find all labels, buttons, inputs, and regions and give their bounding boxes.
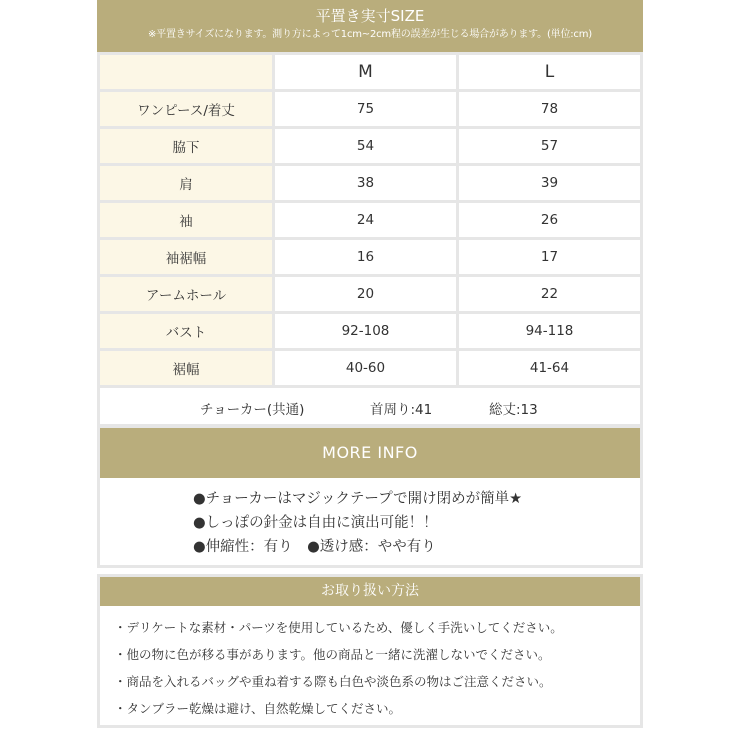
cell-l: 78 bbox=[459, 92, 640, 126]
row-label: ワンピース/着丈 bbox=[100, 92, 272, 126]
choker-neck: 首周り:41 bbox=[370, 402, 433, 418]
info-line: ●しっぽの針金は自由に演出可能！！ bbox=[193, 515, 438, 531]
cell-l: 41-64 bbox=[459, 351, 640, 385]
cell-l: 26 bbox=[459, 203, 640, 237]
info-line: ●チョーカーはマジックテープで開け閉めが簡単★ bbox=[193, 491, 523, 507]
table-row bbox=[100, 314, 640, 348]
table-row bbox=[100, 240, 640, 274]
row-label: 肩 bbox=[100, 166, 272, 200]
size-header bbox=[97, 0, 643, 52]
cell-l: 94-118 bbox=[459, 314, 640, 348]
choker-length: 総丈:13 bbox=[489, 402, 538, 418]
table-row bbox=[100, 166, 640, 200]
info-line: ●伸縮性：有り ●透け感：やや有り bbox=[193, 539, 436, 555]
cell-m: 92-108 bbox=[275, 314, 456, 348]
size-section bbox=[97, 0, 643, 427]
choker-row bbox=[97, 388, 643, 427]
table-row bbox=[100, 351, 640, 385]
cell-m: 20 bbox=[275, 277, 456, 311]
cell-m: 38 bbox=[275, 166, 456, 200]
row-label: バスト bbox=[100, 314, 272, 348]
care-line: ・デリケートな素材・パーツを使用しているため、優しく手洗いしてください。 bbox=[114, 620, 563, 635]
cell-m: 40-60 bbox=[275, 351, 456, 385]
cell-m: 54 bbox=[275, 129, 456, 163]
column-header-l: L bbox=[459, 55, 640, 89]
care-line: ・他の物に色が移る事があります。他の商品と一緒に洗濯しないでください。 bbox=[114, 647, 551, 662]
cell-m: 75 bbox=[275, 92, 456, 126]
column-header-m: M bbox=[275, 55, 456, 89]
table-row bbox=[100, 92, 640, 126]
cell-l: 39 bbox=[459, 166, 640, 200]
care-title: お取り扱い方法 bbox=[100, 577, 640, 606]
cell-l: 17 bbox=[459, 240, 640, 274]
table-row bbox=[100, 203, 640, 237]
row-label: 裾幅 bbox=[100, 351, 272, 385]
header-corner-cell bbox=[100, 55, 272, 89]
choker-label: チョーカー(共通) bbox=[200, 402, 305, 418]
row-label: 袖 bbox=[100, 203, 272, 237]
care-line: ・商品を入れるバッグや重ね着する際も白色や淡色系の物はご注意ください。 bbox=[114, 674, 552, 689]
cell-l: 57 bbox=[459, 129, 640, 163]
row-label: 袖裾幅 bbox=[100, 240, 272, 274]
more-info-body bbox=[100, 478, 640, 559]
size-note: ※平置きサイズになります。測り方によって1cm~2cm程の誤差が生じる場合があります。(単位:cm) bbox=[148, 29, 592, 40]
row-label: 脇下 bbox=[100, 129, 272, 163]
care-line: ・タンブラー乾燥は避け、自然乾燥してください。 bbox=[114, 701, 402, 716]
care-section bbox=[97, 574, 643, 728]
row-label: アームホール bbox=[100, 277, 272, 311]
size-table bbox=[97, 52, 643, 388]
table-row bbox=[100, 129, 640, 163]
cell-l: 22 bbox=[459, 277, 640, 311]
care-body bbox=[100, 606, 640, 722]
more-info-section bbox=[97, 425, 643, 568]
cell-m: 24 bbox=[275, 203, 456, 237]
table-row bbox=[100, 277, 640, 311]
size-title: 平置き実寸SIZE bbox=[315, 7, 425, 25]
table-header-row bbox=[100, 55, 640, 89]
more-info-title: MORE INFO bbox=[100, 428, 640, 478]
cell-m: 16 bbox=[275, 240, 456, 274]
